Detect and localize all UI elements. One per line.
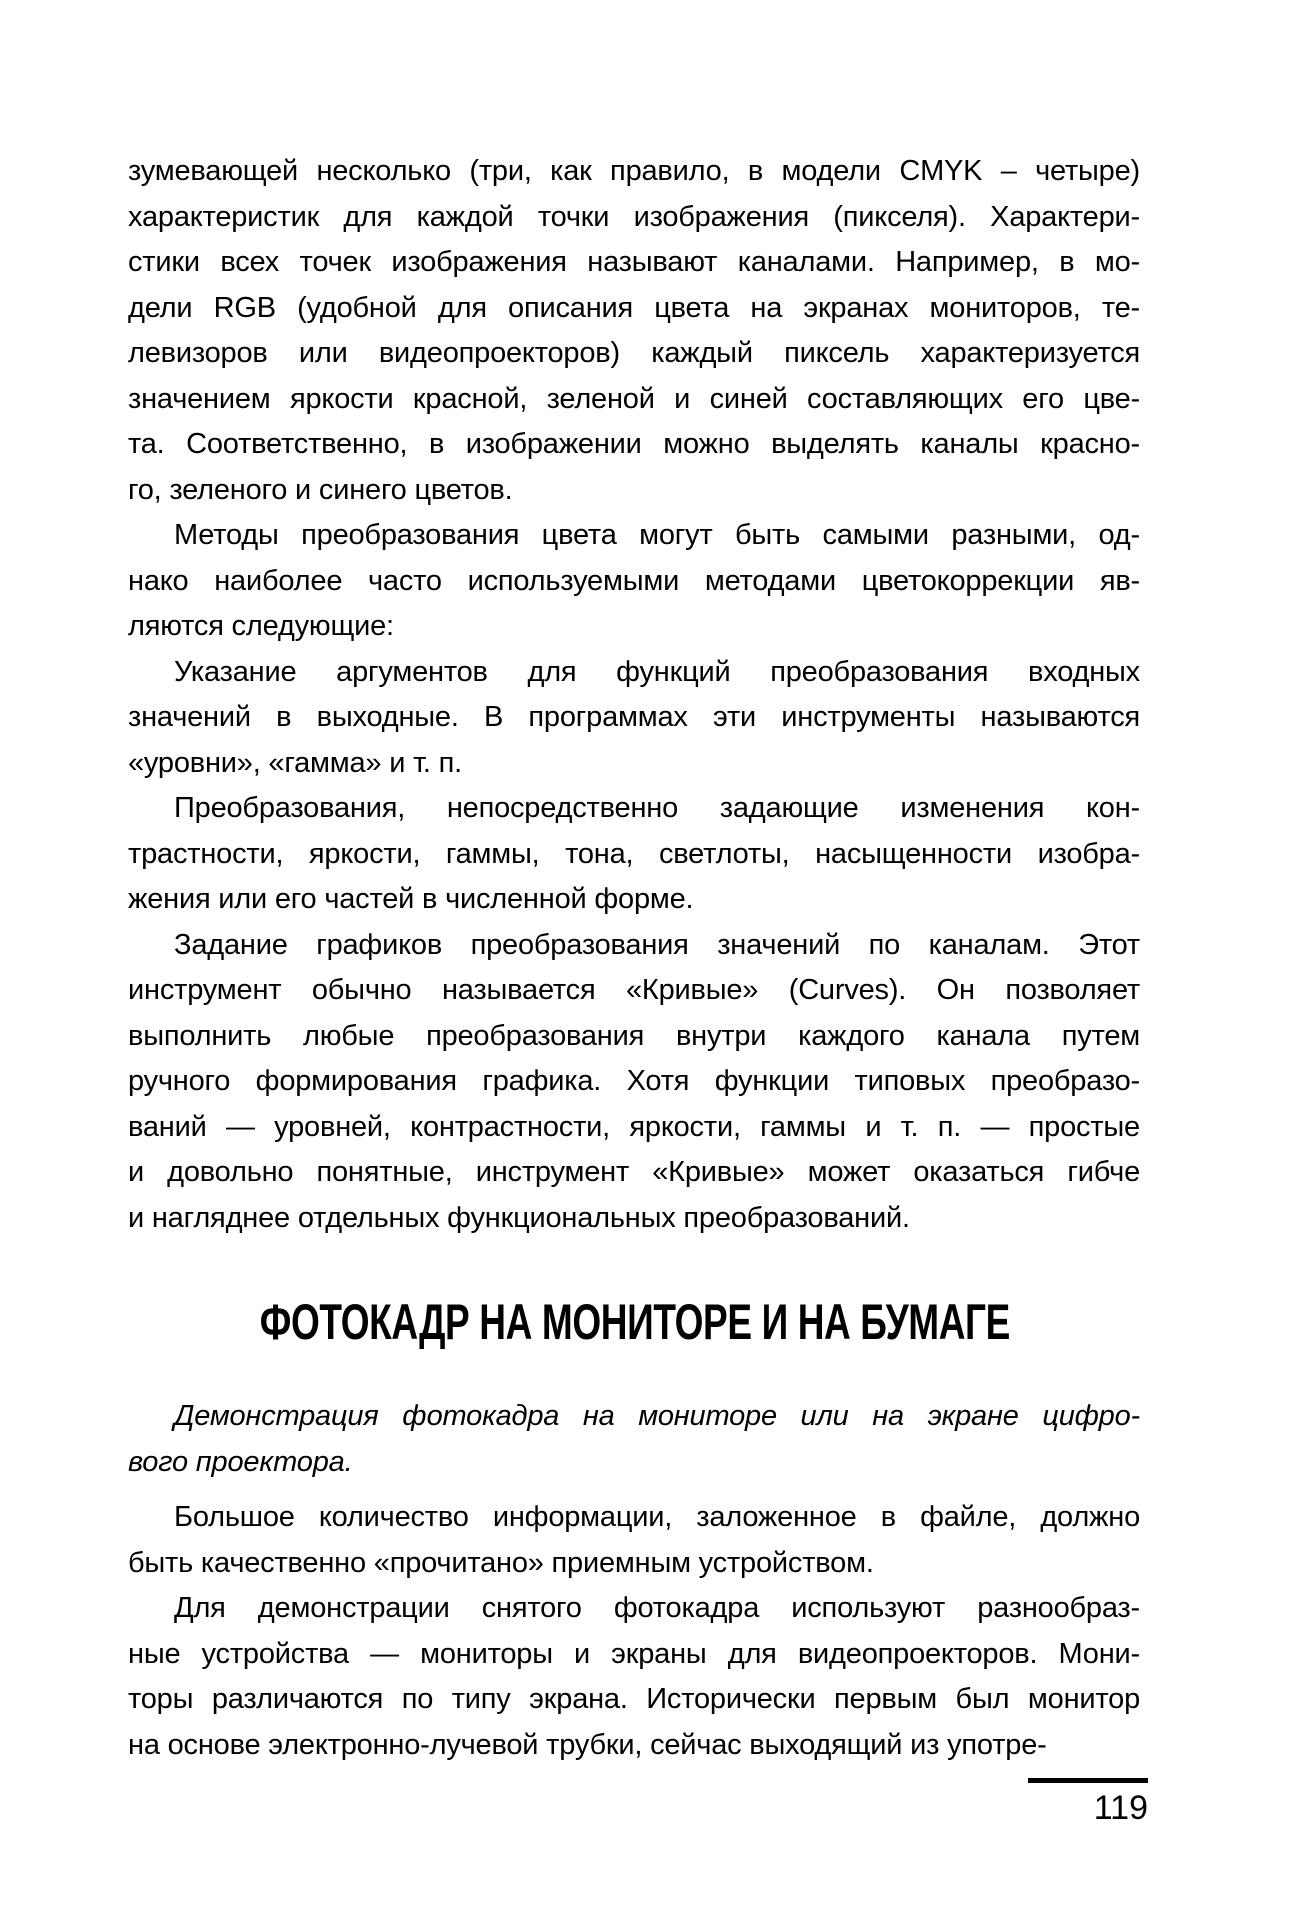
page-number: 119 xyxy=(1093,1789,1148,1827)
text-column xyxy=(128,149,1140,1768)
paragraph xyxy=(128,650,1140,787)
paragraph xyxy=(128,149,1140,513)
paragraph xyxy=(128,1586,1140,1768)
text-line: дели RGB (удобной для описания цвета на экранах мониторов, те- xyxy=(128,291,1140,324)
text-line: Большое количество информации, заложенное в файле, должно xyxy=(174,1501,1140,1533)
text-line: быть качественно «прочитано» приемным устройством. xyxy=(128,1546,874,1579)
text-line: и довольно понятные, инструмент «Кривые» может оказаться гибче xyxy=(128,1156,1140,1188)
text-line: Задание графиков преобразования значений по каналам. Этот xyxy=(174,928,1140,961)
text-line: ваний — уровней, контрастности, яркости, гаммы и т. п. — простые xyxy=(128,1110,1140,1143)
text-line: левизоров или видеопроекторов) каждый пиксель характеризуется xyxy=(128,337,1140,369)
italic-paragraph xyxy=(128,1394,1140,1485)
text-line: ляются следующие: xyxy=(128,610,394,642)
text-line: ные устройства — мониторы и экраны для видеопроекторов. Мони- xyxy=(128,1637,1140,1670)
text-line: выполнить любые преобразования внутри каждого канала путем xyxy=(128,1019,1140,1052)
text-line: инструмент обычно называется «Кривые» (Curves). Он позволяет xyxy=(128,974,1140,1006)
text-line: трастности, яркости, гаммы, тона, светлоты, насыщенности изобра- xyxy=(128,837,1140,870)
paragraph xyxy=(128,1495,1140,1586)
text-line: на основе электронно-лучевой трубки, сейчас выходящий из употре- xyxy=(128,1728,1047,1761)
paragraph xyxy=(128,513,1140,650)
paragraph xyxy=(128,786,1140,923)
text-line: жения или его частей в численной форме. xyxy=(128,883,694,915)
text-line: вого проектора. xyxy=(128,1445,353,1478)
text-line: ручного формирования графика. Хотя функции типовых преобразо- xyxy=(128,1065,1140,1097)
text-line: «уровни», «гамма» и т. п. xyxy=(128,746,463,779)
paragraph xyxy=(128,923,1140,1242)
text-line: зумевающей несколько (три, как правило, в модели CMYK – четыре) xyxy=(128,155,1140,187)
text-line: Методы преобразования цвета могут быть самыми разными, од- xyxy=(174,519,1140,551)
text-line: та. Соответственно, в изображении можно выделять каналы красно- xyxy=(128,428,1140,460)
text-line: Указание аргументов для функций преобразования входных xyxy=(174,655,1140,688)
footer-rule xyxy=(1028,1778,1148,1783)
text-line: Демонстрация фотокадра на мониторе или на экране цифро- xyxy=(174,1400,1140,1432)
section-heading-text: ФОТОКАДР НА МОНИТОРЕ И НА БУМАГЕ xyxy=(259,1294,1010,1350)
section-heading xyxy=(128,1296,1140,1348)
text-line: нако наиболее часто используемыми методами цветокоррекции яв- xyxy=(128,564,1140,597)
text-line: характеристик для каждой точки изображения (пикселя). Характери- xyxy=(128,200,1140,233)
text-line: го, зеленого и синего цветов. xyxy=(128,473,513,506)
text-line: Для демонстрации снятого фотокадра используют разнообраз- xyxy=(174,1592,1140,1624)
text-line: Преобразования, непосредственно задающие изменения кон- xyxy=(174,792,1140,824)
text-line: и нагляднее отдельных функциональных преобразований. xyxy=(128,1201,910,1234)
text-line: торы различаются по типу экрана. Исторически первым был монитор xyxy=(128,1683,1140,1715)
text-line: значением яркости красной, зеленой и синей составляющих его цве- xyxy=(128,382,1140,415)
text-line: значений в выходные. В программах эти инструменты называются xyxy=(128,701,1140,733)
text-line: стики всех точек изображения называют каналами. Например, в мо- xyxy=(128,246,1140,278)
